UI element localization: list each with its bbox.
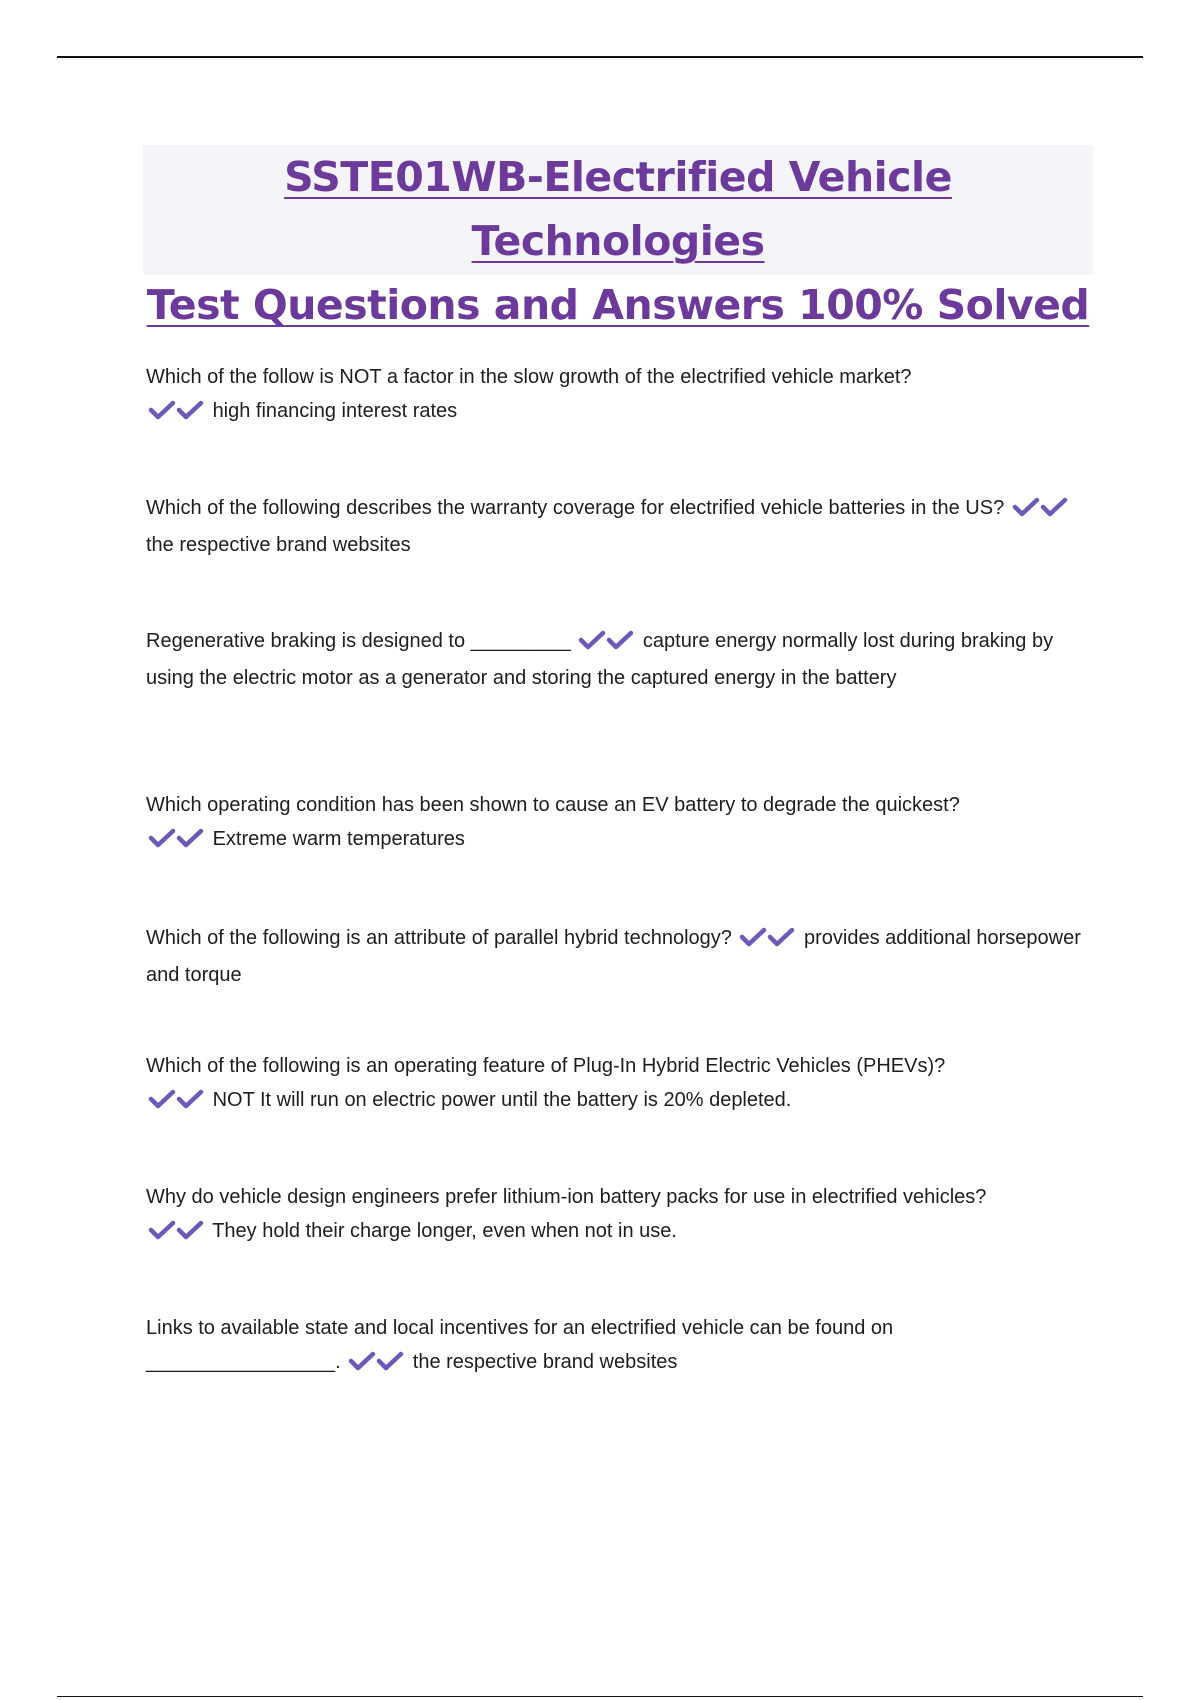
check-icon xyxy=(176,828,204,848)
answer-check-icons xyxy=(148,1086,204,1120)
check-icon xyxy=(1040,497,1068,517)
question-text: Regenerative braking is designed to _________ xyxy=(146,630,571,652)
title-line-2: Test Questions and Answers 100% Solved xyxy=(146,281,1090,329)
answer-check-icons xyxy=(148,825,204,859)
document-title xyxy=(143,145,1093,329)
answer-text: the respective brand websites xyxy=(412,1351,678,1373)
check-icon xyxy=(148,400,176,420)
check-icon xyxy=(578,630,606,650)
answer-check-icons xyxy=(348,1348,404,1382)
answer-text: NOT It will run on electric power until the battery is 20% depleted. xyxy=(212,1089,792,1111)
qa-item-2 xyxy=(146,491,1086,562)
top-rule xyxy=(57,56,1143,58)
title-line-1: SSTE01WB-Electrified Vehicle Technologies xyxy=(284,153,952,265)
answer-text: provides additional horsepower and torque xyxy=(146,927,1081,986)
question-text: Which operating condition has been shown to cause an EV battery to degrade the quickest? xyxy=(146,794,960,816)
check-icon xyxy=(148,1089,176,1109)
qa-item-4 xyxy=(146,788,1086,859)
check-icon xyxy=(1012,497,1040,517)
check-icon xyxy=(739,927,767,947)
check-icon xyxy=(176,1089,204,1109)
check-icon xyxy=(148,1220,176,1240)
qa-item-6 xyxy=(146,1049,1086,1120)
answer-text: the respective brand websites xyxy=(146,534,411,556)
question-text: Links to available state and local incentives for an electrified vehicle can be found on _________________. xyxy=(146,1317,894,1373)
answer-text: They hold their charge longer, even when not in use. xyxy=(212,1220,677,1242)
answer-check-icons xyxy=(148,397,204,431)
question-text: Which of the following describes the warranty coverage for electrified vehicle batteries in the US? xyxy=(146,497,1005,519)
answer-text: Extreme warm temperatures xyxy=(212,828,465,850)
question-text: Which of the following is an operating feature of Plug-In Hybrid Electric Vehicles (PHEVs)? xyxy=(146,1055,946,1077)
check-icon xyxy=(348,1351,376,1371)
check-icon xyxy=(176,1220,204,1240)
question-text: Which of the follow is NOT a factor in the slow growth of the electrified vehicle market? xyxy=(146,366,912,388)
answer-check-icons xyxy=(739,924,795,958)
qa-item-1 xyxy=(146,360,1086,431)
check-icon xyxy=(606,630,634,650)
question-text: Why do vehicle design engineers prefer lithium-ion battery packs for use in electrified vehicles? xyxy=(146,1186,987,1208)
check-icon xyxy=(176,400,204,420)
answer-check-icons xyxy=(1012,494,1068,528)
question-text: Which of the following is an attribute of parallel hybrid technology? xyxy=(146,927,732,949)
check-icon xyxy=(148,828,176,848)
answer-text: high financing interest rates xyxy=(212,400,458,422)
qa-item-5 xyxy=(146,921,1086,992)
bottom-rule xyxy=(57,1696,1143,1697)
qa-item-3 xyxy=(146,624,1086,695)
answer-text: capture energy normally lost during braking by using the electric motor as a generator and storing the captured energy in the battery xyxy=(146,630,1054,689)
check-icon xyxy=(376,1351,404,1371)
answer-check-icons xyxy=(578,627,634,661)
check-icon xyxy=(767,927,795,947)
answer-check-icons xyxy=(148,1217,204,1251)
qa-item-7 xyxy=(146,1180,1086,1251)
qa-item-8 xyxy=(146,1311,1086,1382)
